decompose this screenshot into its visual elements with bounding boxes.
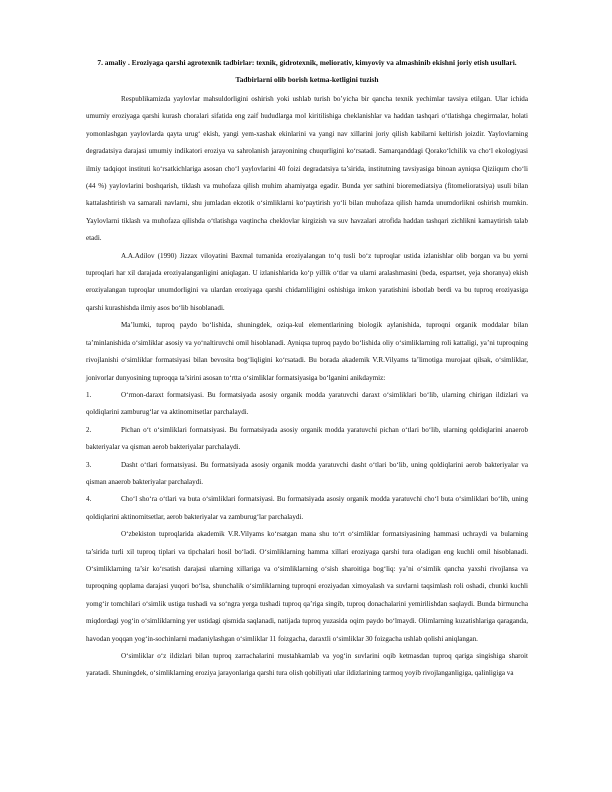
section-heading: 7. amaliy . Eroziyaga qarshi agrotexnik tadbirlar: texnik, gidrotexnik, meliorativ, kimyoviy va almashinib ekishni joriy etish usullari. (97, 58, 517, 67)
list-item-text: Dasht o‘tlari formatsiyasi. Bu formatsiyada asosiy organik modda yaratuvchi dasht o‘tlari bo‘lib, uning qoldiqlarini aerob bakteriyalar va qisman anaerob bakteriyalar parchalaydi. (86, 460, 528, 486)
list-item-number: 2. (86, 425, 92, 434)
list-item-text: O‘rmon-daraxt formatsiyasi. Bu formatsiyada asosiy organik modda yaratuvchi daraxt o‘simliklari bo‘lib, ularning chirigan ildizlari va qoldiqlarini zamburug‘lar va aktinomitsetlar parchalaydi. (86, 390, 528, 417)
document-body (86, 58, 528, 683)
list-item-text: Cho‘l sho‘ra o‘tlari va buta o‘simliklari formatsiyasi. Bu formatsiyada asosiy organik modda yaratuvchi cho‘l buta o‘simliklari bo‘lib, uning qoldiqlarini aktinomitsetlar, aerob bakteriyalar va zamburug‘lar parchalaydi. (86, 495, 528, 521)
list-item (86, 422, 528, 457)
paragraph: Respublikamizda yaylovlar mahsuldorligini oshirish yoki ushlab turish bo’yicha bir qancha texnik yechimlar tavsiya etilgan. Ular ichida umumiy eroziyaga qarshi kurash choralari sifatida eng zaif hududlarga mol kiritilishiga cheklanishlar va haddan tashqari o‘tlatishga chegirmalar, holati yomonlashgan yaylovlarda qayta urug‘ ekish, yangi yem-xashak ekinlarini va yangi nav xillarini joriy qilish kabilarni keltirish joizdir. Yaylovlarning degradatsiya darajasi umumiy indikatori eroziya va sahrolanish jarayonining chuqurligini ko‘rsatadi. Samarqanddagi Qorako‘lchilik va cho‘l ekologiyasi ilmiy tadqiqot instituti ko‘rsatkichlariga asosan cho‘l yaylovlarini 40 foizi degradatsiya ta’sirida, institutning tavsiyasiga binoan ayniqsa Qiziiqum cho‘li (44 %) yaylovlarini boshqarish, tiklash va muhofaza qilish muhim ahamiyatga egadir. Bunda yer sathini bioremediatsiya (fitomelioratsiya) usuli bilan kattalashtirish va samarali navlarni, shu jumladan ekzotik o‘simliklarni ko‘paytirish yo‘li bilan muhofaza qilish hamda unumdorlikni oshirish mumkin. Yaylovlarni tiklash va muhofaza qilishda o‘tlatishga vaqtincha cheklovlar kirgizish va suv havzalari atrofida haddan tashqari zichlikni kamaytirish talab etadi. (86, 95, 528, 243)
paragraph: O‘simliklar o‘z ildizlari bilan tuproq zarrachalarini mustahkamlab va yog‘in suvlarini oqib ketmasdan tuproq qariga singishiga sharoit yaratadi. Shuningdek, o‘simliklarning eroziya jarayonlariga qarshi tura olish qobiliyati ular ildizlarining tarmoq yoyib rivojlanganligiga, qalinligiga va (86, 652, 528, 678)
list-item-text: Pichan o‘t o‘simliklari formatsiyasi. Bu formatsiyada asosiy organik modda yaratuvchi pichan o‘tlari bo‘lib, ularning qoldiqlarini anaerob bakteriyalar va qisman aerob bakteriyalar parchalaydi. (86, 425, 528, 452)
paragraph: O‘zbekiston tuproqlarida akademik V.R.Vilyams ko‘rsatgan mana shu to‘rt o‘simliklar formatsiyasining hammasi uchraydi va bularning ta’sirida turli xil tuproq tiplari va tipchalari hosil bo‘ladi. O‘simliklarning hamma xillari eroziyaga qarshi tura oladigan eng kuchli omil hisoblanadi. O‘simliklarning ta’sir ko‘rsatish darajasi ularning xillariga va o‘simliklarning o‘sish sharoitiga bog‘liq: ya’ni o‘simlik qancha yaxshi rivojlansa va tuproqning qoplama darajasi yuqori bo‘lsa, shunchalik o‘simliklarning tuproqni eroziyadan ximoyalash va suvlarni taqsimlash roli oshadi, chunki kuchli yomg‘ir tomchilari o‘simlik ustiga tushadi va so‘ngra yerga tushadi tuproq qa’riga singib, tuproq donachalarini yemirilishdan saqlaydi. Bunda birmuncha miqdordagi yog‘in o‘simliklarning yer ustidagi qismida saqlanadi, natijada tuproq yuzasida oqim paydo bo‘lmaydi. Olimlarning kuzatishlariga qaraganda, havodan yoqqan yog‘in-sochinlarni madaniylashgan o‘simliklar 11 foizgacha, daraxtli o‘simliklar 30 foizgacha ushlab qolishi aniqlangan. (86, 530, 528, 643)
list-item (86, 457, 528, 492)
list-item (86, 491, 528, 526)
list-item-number: 4. (86, 495, 92, 504)
list-item-number: 3. (86, 460, 92, 469)
section-subheading: Tadbirlarni olib borish ketma-ketligini tuzish (235, 75, 379, 84)
paragraph: A.A.Adilov (1990) Jizzax viloyatini Baxmal tumanida eroziyalangan to‘q tusli bo‘z tuproqlar ustida izlanishlar olib borgan va bu yerni tuproqlari har xil darajada eroziyalanganligini aniqlagan. U izlanishlarida ko‘p yillik o‘tlar va ularni aralashmasini (beda, espartset, yeja shoranya) ekish eroziyalangan tuproqlar unumdorligini va ulardan eroziyaga qarshi chidamliligini oshishiga imkon yaratishini isbotlab berdi va bu tuproq eroziyasiga qarshi kurashishda ilmiy asos bo‘lib hisoblanadi. (86, 251, 528, 312)
list-item (86, 387, 528, 422)
list-item-number: 1. (86, 390, 92, 399)
paragraph: Ma’lumki, tuproq paydo bo‘lishida, shuningdek, oziqa-kul elementlarining biologik aylanishida, tuproqni organik moddalar bilan ta’minlanishida o‘simliklar asosiy va yo‘naltiruvchi omil hisoblanadi. Ayniqsa tuproq paydo bo‘lishida oliy o‘simliklarning roli kattaligi, ya’ni tuproqning rivojlanishi o‘simliklar formatsiyasi bilan bevosita bog‘liqligini ko‘rsatadi. Bu borada akademik V.R.Vilyams ta’limotiga murojaat qilsak, o‘simliklar, jonivorlar dunyosining tuproqqa ta’sirini asosan to‘rtta o‘simliklar formatsiyasiga bo‘lganini anikdaymiz: (86, 321, 528, 382)
